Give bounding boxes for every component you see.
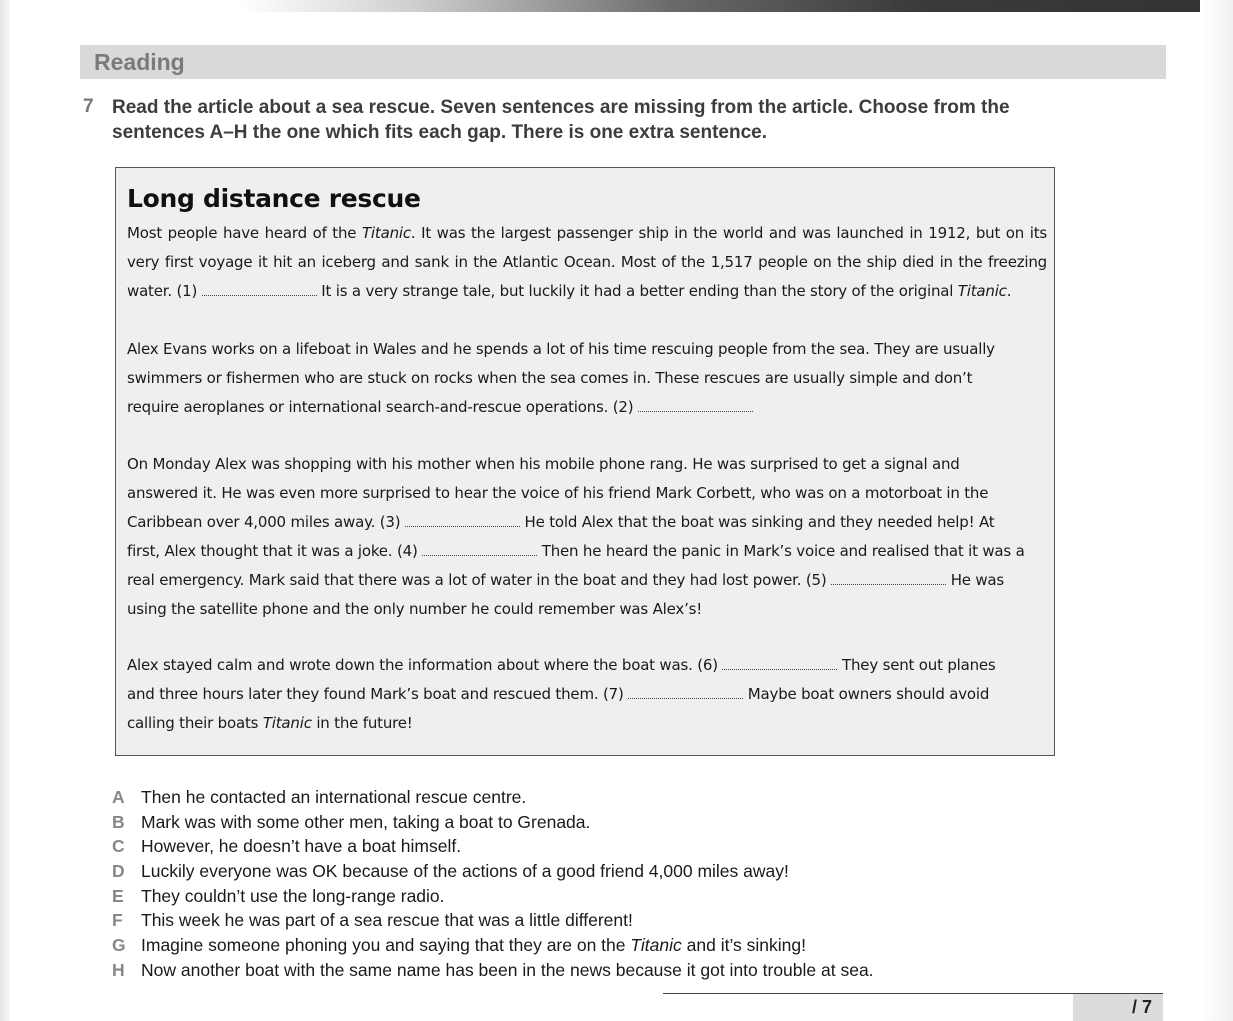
article-box	[115, 167, 1055, 756]
option-text: Now another boat with the same name has been in the news because it got into trouble at sea.	[141, 959, 874, 980]
paragraph-line: water. (1) It is a very strange tale, but luckily it had a better ending than the story of the original Titanic.	[127, 282, 1012, 300]
paragraph-line: Most people have heard of the Titanic. It was the largest passenger ship in the world and was launched in 1912, but on its	[127, 224, 1047, 242]
answer-gap-7[interactable]	[628, 685, 743, 700]
article-paragraph-3	[127, 450, 1047, 624]
page-right-shadow	[1201, 0, 1233, 1021]
option-text: However, he doesn’t have a boat himself.	[141, 836, 462, 857]
answer-gap-1[interactable]	[202, 282, 317, 297]
answer-gap-5[interactable]	[831, 571, 946, 586]
paragraph-line: using the satellite phone and the only number he could remember was Alex’s!	[127, 600, 703, 618]
paragraph-line: Alex Evans works on a lifeboat in Wales and he spends a lot of his time rescuing people from the sea. They are usually	[127, 340, 995, 358]
question-number: 7	[83, 96, 94, 117]
instruction-line-2: sentences A–H the one which fits each gap. There is one extra sentence.	[112, 122, 768, 143]
answer-gap-6[interactable]	[722, 656, 837, 671]
option-text: This week he was part of a sea rescue that was a little different!	[141, 910, 633, 931]
option-text: Then he contacted an international rescue centre.	[141, 787, 527, 807]
paragraph-line: Alex stayed calm and wrote down the information about where the boat was. (6) They sent out planes	[127, 656, 996, 674]
paragraph-line: answered it. He was even more surprised to hear the voice of his friend Mark Corbett, who was on a motorboat in the	[127, 484, 989, 502]
paragraph-line: On Monday Alex was shopping with his mother when his mobile phone rang. He was surprised to get a signal and	[127, 455, 960, 473]
paragraph-line: Caribbean over 4,000 miles away. (3) He told Alex that the boat was sinking and they needed help! At	[127, 513, 995, 531]
option-letter: E	[112, 885, 124, 906]
option-text: Luckily everyone was OK because of the actions of a good friend 4,000 miles away!	[141, 861, 789, 882]
section-header	[80, 45, 1166, 79]
option-letter: C	[112, 836, 125, 857]
article-title: Long distance rescue	[127, 184, 421, 213]
question-instruction	[112, 95, 1102, 145]
top-gradient-bar	[240, 0, 1200, 12]
option-text: Imagine someone phoning you and saying that they are on the Titanic and it’s sinking!	[141, 935, 806, 956]
answer-gap-4[interactable]	[422, 542, 537, 557]
paragraph-line: swimmers or fishermen who are stuck on rocks when the sea comes in. These rescues are usually simple and don’t	[127, 369, 973, 387]
option-letter: D	[112, 861, 125, 882]
paragraph-line: first, Alex thought that it was a joke. (4) Then he heard the panic in Mark’s voice and realised that it was a	[127, 542, 1025, 560]
answer-gap-2[interactable]	[638, 398, 753, 413]
option-letter: A	[112, 787, 125, 807]
paragraph-line: very first voyage it hit an iceberg and sank in the Atlantic Ocean. Most of the 1,517 people on the ship died in the freezing	[127, 253, 1047, 271]
option-letter: G	[112, 935, 126, 956]
paragraph-line: and three hours later they found Mark’s boat and rescued them. (7) Maybe boat owners should avoid	[127, 685, 990, 703]
article-paragraph-1	[127, 219, 1047, 306]
option-letter: B	[112, 811, 125, 832]
paragraph-line: require aeroplanes or international search-and-rescue operations. (2)	[127, 393, 1047, 422]
article-paragraph-2	[127, 335, 1047, 422]
option-text: They couldn’t use the long-range radio.	[141, 885, 445, 906]
paragraph-line: calling their boats Titanic in the future!	[127, 714, 413, 732]
option-letter: H	[112, 959, 125, 980]
page-left-shadow	[0, 0, 10, 1021]
option-text: Mark was with some other men, taking a boat to Grenada.	[141, 811, 591, 832]
instruction-line-1: Read the article about a sea rescue. Seven sentences are missing from the article. Choose from the	[112, 97, 1010, 118]
section-title: Reading	[94, 49, 185, 75]
score-label: / 7	[1131, 997, 1152, 1017]
score-box	[1073, 994, 1163, 1021]
answer-gap-3[interactable]	[405, 513, 520, 528]
option-letter: F	[112, 910, 123, 931]
paragraph-line: real emergency. Mark said that there was a lot of water in the boat and they had lost power. (5) He was	[127, 571, 1005, 589]
article-paragraph-4	[127, 651, 1047, 738]
